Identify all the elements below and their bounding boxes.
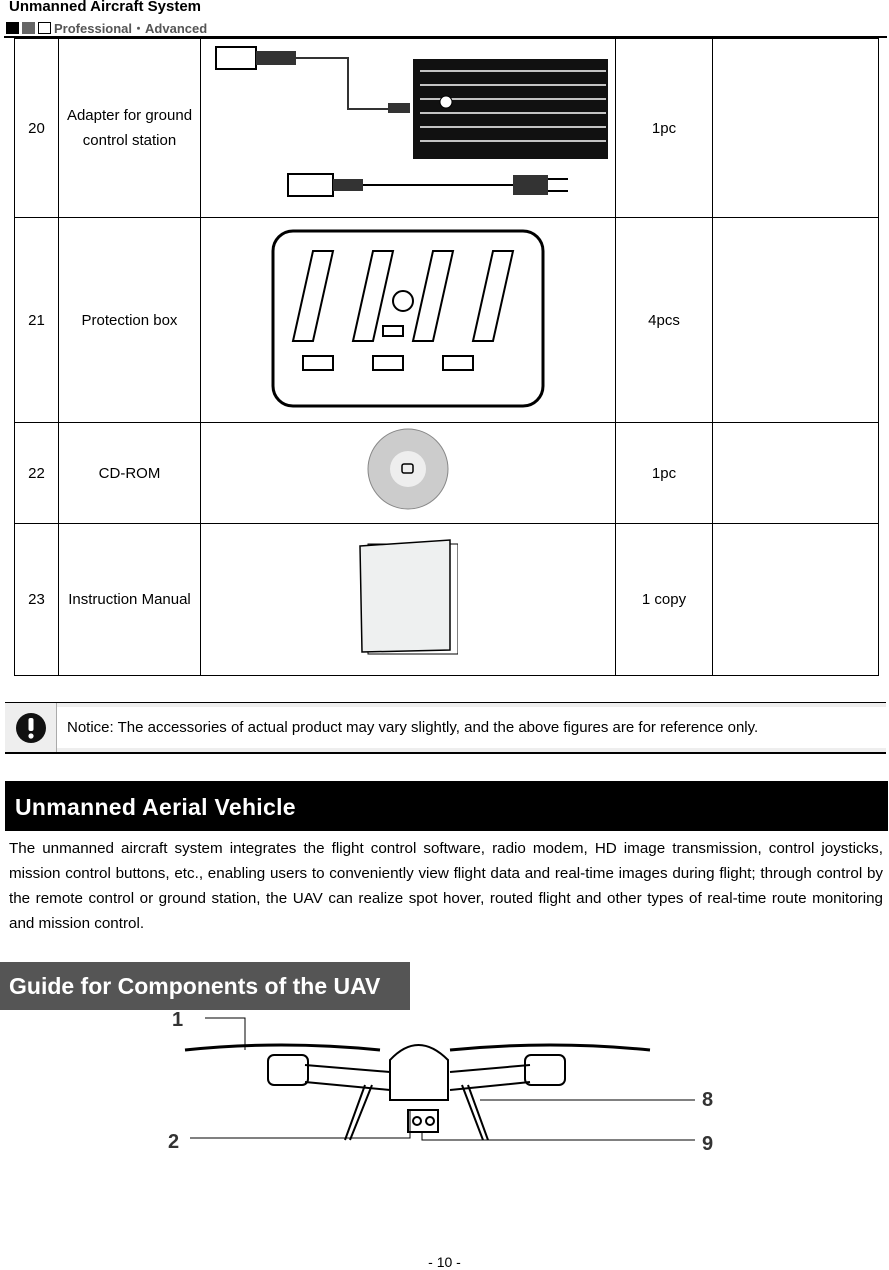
page-number: - 10 -: [428, 1254, 461, 1270]
section-body: The unmanned aircraft system integrates the flight control software, radio modem, HD image transmission, control joysticks, mission control buttons, etc., enabling users to conveniently view flight data and real-time images during flight; through control by the remote control or ground station, the UAV can realize spot hover, routed flight and other types of real-time route monitoring and mission control.: [9, 840, 883, 932]
uav-diagram: [150, 1010, 730, 1165]
item-quantity: 4pcs: [616, 218, 713, 423]
row-number: 20: [15, 39, 59, 218]
gray-square-icon: [22, 22, 35, 34]
table-row: [15, 524, 879, 676]
accessories-table: [14, 38, 879, 676]
item-quantity: 1 copy: [616, 524, 713, 676]
item-remark: [713, 423, 879, 524]
cd-rom-image: [201, 423, 616, 524]
item-remark: [713, 39, 879, 218]
table-row: [15, 218, 879, 423]
callout-label: 2: [168, 1131, 180, 1153]
item-remark: [713, 524, 879, 676]
section-heading: Unmanned Aerial Vehicle: [5, 781, 888, 831]
doc-header-subtitle: [6, 18, 207, 37]
row-number: 21: [15, 218, 59, 423]
callout-label: 1: [172, 1010, 184, 1031]
subtitle-text: Professional・Advanced: [54, 21, 208, 36]
empty-square-icon: [38, 22, 51, 34]
row-number: 23: [15, 524, 59, 676]
black-square-icon: [6, 22, 19, 34]
item-name: Protection box: [59, 218, 201, 423]
row-number: 22: [15, 423, 59, 524]
notice-box: [5, 702, 886, 754]
item-quantity: 1pc: [616, 423, 713, 524]
doc-header-title: Unmanned Aircraft System: [9, 0, 201, 15]
item-name: Instruction Manual: [59, 524, 201, 676]
notice-text: Notice: The accessories of actual product may vary slightly, and the above figures are for reference only.: [57, 707, 886, 748]
table-row: [15, 39, 879, 218]
guide-heading: Guide for Components of the UAV: [0, 962, 410, 1010]
protection-box-image: [201, 218, 616, 423]
table-row: [15, 423, 879, 524]
item-name: CD-ROM: [59, 423, 201, 524]
callout-label: 8: [702, 1089, 714, 1111]
exclamation-icon: [5, 703, 57, 752]
callout-label: 9: [702, 1133, 714, 1155]
item-quantity: 1pc: [616, 39, 713, 218]
adapter-image: [201, 39, 616, 218]
item-remark: [713, 218, 879, 423]
item-name: Adapter for ground control station: [59, 39, 201, 218]
manual-image: [201, 524, 616, 676]
